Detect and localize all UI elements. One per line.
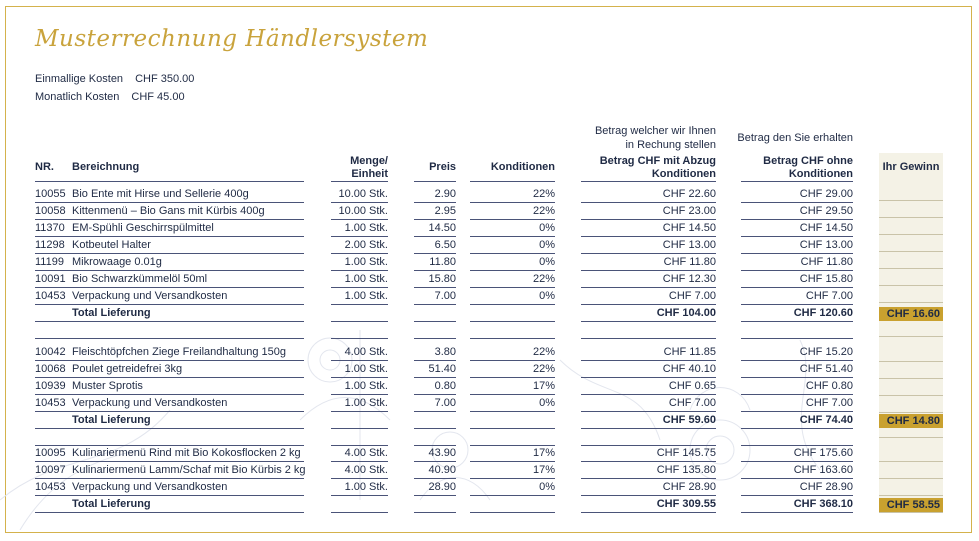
cell-abzug: CHF 7.00 [668, 397, 716, 409]
row-divider [470, 181, 555, 182]
row-divider [741, 181, 853, 182]
profit-divider [879, 378, 943, 379]
cell-bezeichnung: Fleischtöpfchen Ziege Freilandhaltung 150g [72, 346, 287, 358]
cell-nr: 10453 [35, 481, 66, 493]
header-abzug-line-1: Betrag CHF mit Abzug [599, 155, 716, 167]
one-time-cost-label: Einmallige Kosten [35, 73, 124, 85]
cell-nr: 10091 [35, 273, 66, 285]
row-divider [331, 428, 388, 429]
monthly-cost [35, 91, 185, 103]
cell-menge: 1.00 Stk. [344, 481, 388, 493]
cell-preis: 6.50 [434, 239, 456, 251]
cell-ohne: CHF 13.00 [799, 239, 853, 251]
row-divider [35, 512, 304, 513]
cell-bezeichnung: Bio Ente mit Hirse und Sellerie 400g [72, 188, 249, 200]
row-divider [470, 321, 555, 322]
cell-preis: 7.00 [434, 397, 456, 409]
cell-bezeichnung: Total Lieferung [72, 498, 151, 510]
profit-total: CHF 58.55 [879, 498, 943, 512]
profit-divider [879, 285, 943, 286]
note-received: Betrag den Sie erhalten [737, 132, 853, 144]
one-time-cost [35, 73, 194, 85]
cell-menge: 10.00 Stk. [338, 188, 388, 200]
one-time-cost-value: CHF 350.00 [135, 73, 195, 85]
cell-ohne: CHF 120.60 [793, 307, 853, 319]
cell-preis: 2.95 [434, 205, 456, 217]
cell-nr: 11199 [35, 256, 64, 268]
header-preis: Preis [429, 161, 456, 173]
profit-divider [879, 217, 943, 218]
cell-menge: 1.00 Stk. [344, 380, 388, 392]
cell-abzug: CHF 135.80 [656, 464, 716, 476]
profit-column-background [879, 153, 943, 513]
row-divider [414, 411, 456, 412]
cell-abzug: CHF 104.00 [656, 307, 716, 319]
cell-ohne: CHF 15.20 [799, 346, 853, 358]
cell-menge: 4.00 Stk. [344, 447, 388, 459]
cell-abzug: CHF 59.60 [662, 414, 716, 426]
profit-total: CHF 14.80 [879, 414, 943, 428]
profit-divider [879, 512, 943, 513]
cell-ohne: CHF 175.60 [793, 447, 853, 459]
row-divider [331, 321, 388, 322]
cell-nr: 10453 [35, 397, 66, 409]
profit-divider [879, 412, 943, 413]
profit-total: CHF 16.60 [879, 307, 943, 321]
row-divider [414, 512, 456, 513]
cell-bezeichnung: Kotbeutel Halter [72, 239, 151, 251]
cell-konditionen: 0% [539, 256, 555, 268]
header-abzug [575, 155, 716, 181]
row-divider [741, 428, 853, 429]
cell-nr: 10939 [35, 380, 66, 392]
profit-divider [879, 361, 943, 362]
header-nr: NR. [35, 161, 54, 173]
cell-bezeichnung: Kulinariermenü Lamm/Schaf mit Bio Kürbis 2 kg [72, 464, 306, 476]
cell-abzug: CHF 40.10 [662, 363, 716, 375]
note-billing-line-2: in Rechung stellen [625, 139, 716, 151]
cell-bezeichnung: Total Lieferung [72, 414, 151, 426]
note-billing-line-1: Betrag welcher wir Ihnen [594, 125, 716, 137]
row-divider [470, 304, 555, 305]
cell-abzug: CHF 145.75 [656, 447, 716, 459]
row-divider [581, 428, 716, 429]
cell-preis: 3.80 [434, 346, 456, 358]
cell-konditionen: 0% [539, 290, 555, 302]
row-divider [331, 411, 388, 412]
cell-bezeichnung: EM-Spühli Geschirrspülmittel [72, 222, 214, 234]
cell-bezeichnung: Kulinariermenü Rind mit Bio Kokosflocken 2 kg [72, 447, 301, 459]
cell-bezeichnung: Verpackung und Versandkosten [72, 481, 228, 493]
cell-ohne: CHF 14.50 [799, 222, 853, 234]
row-divider [331, 338, 388, 339]
cell-preis: 14.50 [428, 222, 456, 234]
row-divider [470, 512, 555, 513]
cell-menge: 4.00 Stk. [344, 464, 388, 476]
cell-preis: 7.00 [434, 290, 456, 302]
cell-konditionen: 22% [532, 205, 555, 217]
row-divider [35, 321, 304, 322]
cell-ohne: CHF 74.40 [799, 414, 853, 426]
profit-divider [879, 336, 943, 337]
cell-ohne: CHF 11.80 [800, 256, 853, 268]
profit-divider [879, 234, 943, 235]
cell-konditionen: 0% [539, 222, 555, 234]
header-menge-line-2: Einheit [351, 168, 388, 180]
profit-divider [879, 200, 943, 201]
profit-divider [879, 395, 943, 396]
cell-bezeichnung: Bio Schwarzkümmelöl 50ml [72, 273, 208, 285]
cell-abzug: CHF 14.50 [662, 222, 716, 234]
cell-konditionen: 0% [539, 397, 555, 409]
cell-abzug: CHF 11.80 [663, 256, 716, 268]
cell-abzug: CHF 13.00 [662, 239, 716, 251]
cell-menge: 4.00 Stk. [344, 346, 388, 358]
cell-preis: 15.80 [428, 273, 456, 285]
row-divider [35, 338, 304, 339]
cell-konditionen: 17% [532, 380, 555, 392]
cell-konditionen: 0% [539, 481, 555, 493]
row-divider [581, 321, 716, 322]
cell-konditionen: 22% [532, 346, 555, 358]
row-divider [331, 495, 388, 496]
cell-preis: 2.90 [434, 188, 456, 200]
row-divider [331, 512, 388, 513]
row-divider [35, 181, 304, 182]
cell-nr: 10042 [35, 346, 66, 358]
row-divider [581, 181, 716, 182]
cell-nr: 11298 [35, 239, 65, 251]
row-divider [741, 338, 853, 339]
cell-konditionen: 22% [532, 363, 555, 375]
cell-bezeichnung: Muster Sprotis [72, 380, 143, 392]
cell-nr: 10453 [35, 290, 66, 302]
cell-nr: 10097 [35, 464, 66, 476]
header-gewinn: Ihr Gewinn [882, 161, 940, 173]
row-divider [414, 338, 456, 339]
monthly-cost-value: CHF 45.00 [131, 91, 185, 103]
row-divider [414, 181, 456, 182]
cell-bezeichnung: Verpackung und Versandkosten [72, 290, 228, 302]
profit-divider [879, 302, 943, 303]
row-divider [414, 495, 456, 496]
cell-preis: 11.80 [429, 256, 456, 268]
cell-ohne: CHF 29.50 [799, 205, 853, 217]
page-title: Musterrechnung Händlersystem [35, 26, 429, 52]
cell-menge: 1.00 Stk. [344, 222, 388, 234]
cell-menge: 1.00 Stk. [344, 273, 388, 285]
cell-bezeichnung: Kittenmenü – Bio Gans mit Kürbis 400g [72, 205, 265, 217]
cell-menge: 2.00 Stk. [344, 239, 388, 251]
cell-konditionen: 17% [532, 464, 555, 476]
header-ohne [720, 155, 853, 181]
cell-nr: 10095 [35, 447, 66, 459]
cell-abzug: CHF 23.00 [662, 205, 716, 217]
cell-konditionen: 0% [539, 239, 555, 251]
cell-nr: 10055 [35, 188, 66, 200]
cell-bezeichnung: Total Lieferung [72, 307, 151, 319]
header-abzug-line-2: Konditionen [651, 168, 716, 180]
cell-preis: 40.90 [428, 464, 456, 476]
cell-ohne: CHF 29.00 [799, 188, 853, 200]
monthly-cost-label: Monatlich Kosten [35, 91, 120, 103]
row-divider [414, 321, 456, 322]
row-divider [470, 495, 555, 496]
cell-abzug: CHF 0.65 [668, 380, 716, 392]
cell-nr: 10058 [35, 205, 66, 217]
cell-abzug: CHF 22.60 [662, 188, 716, 200]
profit-divider [879, 478, 943, 479]
header-menge-line-1: Menge/ [350, 155, 388, 167]
profit-divider [879, 461, 943, 462]
cell-menge: 1.00 Stk. [344, 256, 388, 268]
row-divider [581, 512, 716, 513]
row-divider [741, 321, 853, 322]
header-ohne-line-1: Betrag CHF ohne [763, 155, 853, 167]
header-bezeichnung: Bereichnung [72, 161, 140, 173]
cell-konditionen: 22% [532, 273, 555, 285]
cell-menge: 10.00 Stk. [338, 205, 388, 217]
cell-menge: 1.00 Stk. [344, 397, 388, 409]
row-divider [414, 304, 456, 305]
row-divider [331, 181, 388, 182]
note-billing [575, 124, 716, 152]
cell-preis: 51.40 [428, 363, 456, 375]
cell-menge: 1.00 Stk. [344, 290, 388, 302]
cell-abzug: CHF 28.90 [662, 481, 716, 493]
cell-bezeichnung: Mikrowaage 0.01g [72, 256, 162, 268]
profit-divider [879, 268, 943, 269]
cell-ohne: CHF 7.00 [805, 290, 853, 302]
cell-konditionen: 22% [532, 188, 555, 200]
cell-ohne: CHF 15.80 [799, 273, 853, 285]
row-divider [470, 428, 555, 429]
cell-preis: 28.90 [428, 481, 456, 493]
row-divider [35, 428, 304, 429]
header-ohne-line-2: Konditionen [788, 168, 853, 180]
cell-konditionen: 17% [532, 447, 555, 459]
header-menge [320, 155, 388, 181]
row-divider [581, 338, 716, 339]
cell-ohne: CHF 7.00 [805, 397, 853, 409]
cell-preis: 43.90 [428, 447, 456, 459]
cell-nr: 11370 [35, 222, 65, 234]
row-divider [470, 411, 555, 412]
cell-ohne: CHF 0.80 [805, 380, 853, 392]
cell-menge: 1.00 Stk. [344, 363, 388, 375]
profit-divider [879, 437, 943, 438]
cell-ohne: CHF 368.10 [793, 498, 853, 510]
cell-preis: 0.80 [434, 380, 456, 392]
header-konditionen: Konditionen [490, 161, 555, 173]
row-divider [741, 512, 853, 513]
cell-ohne: CHF 28.90 [799, 481, 853, 493]
row-divider [331, 304, 388, 305]
cell-bezeichnung: Poulet getreidefrei 3kg [72, 363, 183, 375]
cell-abzug: CHF 309.55 [656, 498, 716, 510]
cell-nr: 10068 [35, 363, 66, 375]
cell-abzug: CHF 11.85 [663, 346, 716, 358]
cell-ohne: CHF 163.60 [793, 464, 853, 476]
cell-bezeichnung: Verpackung und Versandkosten [72, 397, 228, 409]
cell-abzug: CHF 7.00 [668, 290, 716, 302]
profit-divider [879, 251, 943, 252]
cell-abzug: CHF 12.30 [662, 273, 716, 285]
profit-divider [879, 495, 943, 496]
row-divider [414, 428, 456, 429]
cell-ohne: CHF 51.40 [799, 363, 853, 375]
row-divider [470, 338, 555, 339]
